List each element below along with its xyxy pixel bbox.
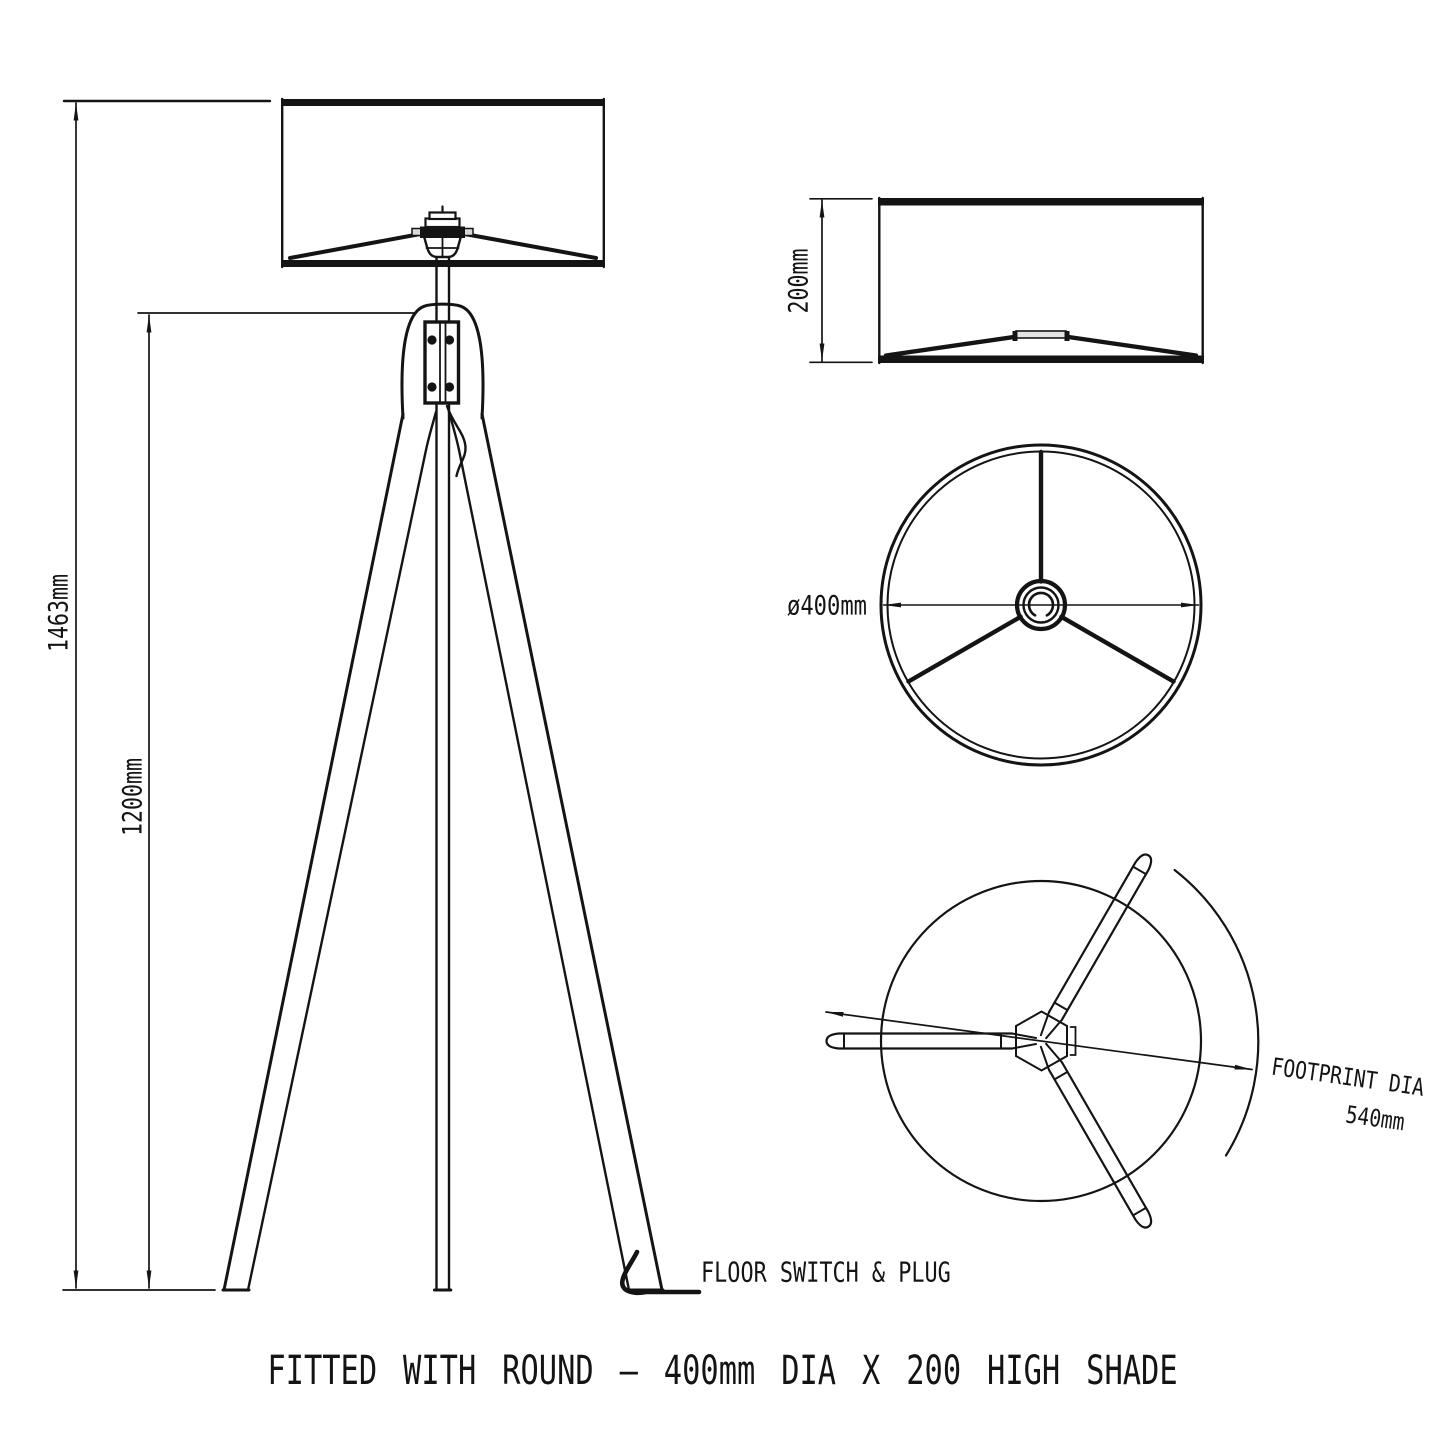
footprint-dia-label-line1: FOOTPRINT DIA (1269, 1052, 1427, 1102)
side-dimensions (810, 199, 872, 362)
shade-side-view (810, 198, 1204, 363)
shade-height-label: 200mm (783, 248, 815, 314)
front-elevation-view (63, 99, 699, 1293)
footprint-leg-lower (1037, 1042, 1155, 1231)
footprint-dimension-line (826, 1012, 1252, 1070)
lamp-holder (412, 207, 473, 258)
front-shade (281, 99, 605, 267)
caption: FITTED WITH ROUND – 400mm DIA X 200 HIGH SHADE (267, 1348, 1178, 1394)
tripod-legs (223, 304, 699, 1293)
floor-switch-label: FLOOR SWITCH & PLUG (701, 1255, 951, 1289)
hub-plate (425, 322, 459, 403)
footprint-leg-upper (1037, 851, 1155, 1040)
overall-height-label: 1463mm (43, 573, 75, 653)
shade-top-view (881, 445, 1201, 765)
footprint-view (826, 851, 1258, 1230)
front-dimensions (63, 101, 416, 1290)
footprint-arc (1175, 870, 1259, 1156)
shade-diameter-label: ø400mm (787, 590, 867, 622)
stand-height-label: 1200mm (117, 757, 149, 837)
footprint-dia-label-line2: 540mm (1343, 1100, 1407, 1137)
